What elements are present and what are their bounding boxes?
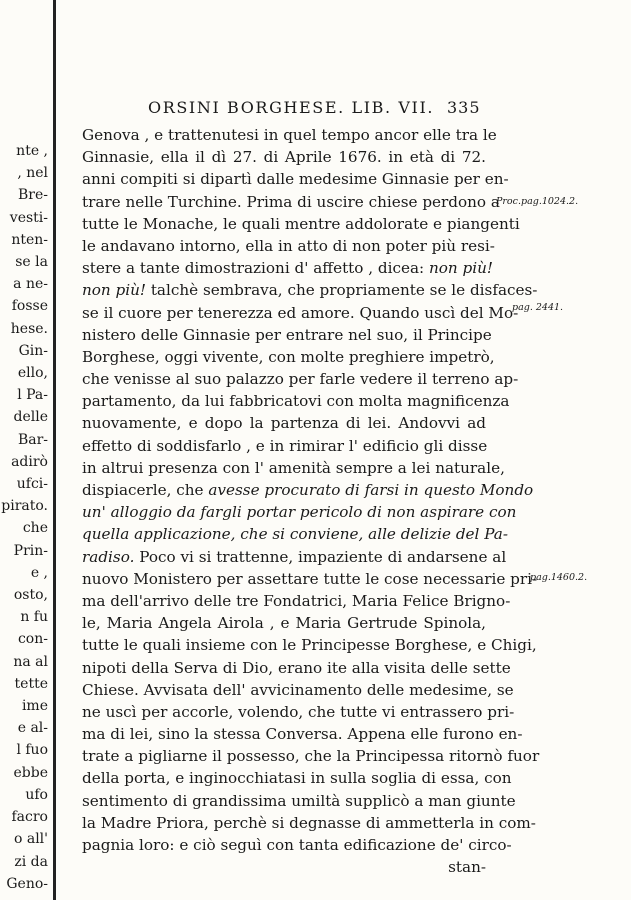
text-segment: la Madre Priora, perchè si degnasse di ammetterla in com- bbox=[82, 813, 536, 832]
fragment-line: ello, bbox=[17, 365, 48, 382]
text-line bbox=[82, 501, 517, 523]
fragment-line: ebbe bbox=[13, 764, 48, 781]
fragment-line: nte , bbox=[16, 143, 48, 159]
fragment-line: l Pa- bbox=[17, 387, 48, 404]
text-segment: ma dell'arrivo delle tre Fondatrici, Maria Felice Brigno- bbox=[82, 591, 511, 610]
text-line bbox=[82, 435, 486, 457]
text-segment: nuovo Monistero per assettare tutte le cose necessarie pri- bbox=[82, 569, 538, 588]
text-segment: ma di lei, sino la stessa Conversa. Appena elle furono en- bbox=[82, 725, 523, 744]
text-line bbox=[82, 634, 537, 656]
fragment-line: delle bbox=[13, 409, 48, 426]
text-line bbox=[82, 479, 534, 501]
fragment-line: e , bbox=[30, 564, 48, 581]
italic-segment: radiso. bbox=[82, 547, 135, 566]
text-segment: dispiacerle, che bbox=[82, 481, 209, 499]
fragment-line: con- bbox=[17, 631, 48, 648]
text-segment: stere a tante dimostrazioni d' affetto , dicea: bbox=[82, 259, 429, 278]
fragment-line: , nel bbox=[17, 165, 48, 182]
margin-note: pag.1460.2. bbox=[530, 572, 588, 583]
fragment-line: osto, bbox=[13, 587, 48, 604]
text-segment: tutte le quali insieme con le Principesse Borghese, e Chigi, bbox=[82, 636, 537, 655]
text-line bbox=[82, 767, 512, 789]
text-line bbox=[82, 279, 538, 301]
text-segment: trate a pigliarne il possesso, che la Principessa ritornò fuor bbox=[82, 747, 540, 766]
text-line bbox=[82, 457, 505, 479]
text-segment: Borghese, oggi vivente, con molte preghiere impetrò, bbox=[82, 347, 495, 366]
italic-segment: avesse procurato di farsi in questo Mondo bbox=[208, 481, 534, 499]
text-line bbox=[82, 679, 514, 701]
text-segment: le andavano intorno, ella in atto di non poter più resi- bbox=[82, 236, 495, 255]
fragment-line: l fuo bbox=[16, 742, 48, 759]
text-segment: sentimento di grandissima umiltà supplicò a man giunte bbox=[82, 791, 516, 810]
text-segment: nuovamente, e dopo la partenza di lei. Andovvi ad bbox=[82, 414, 486, 433]
fragment-line: vesti- bbox=[9, 209, 48, 226]
fragment-line: hese. bbox=[10, 320, 48, 337]
fragment-line: zi da bbox=[14, 853, 48, 870]
text-line bbox=[82, 124, 497, 146]
fragment-line: Prin- bbox=[13, 542, 48, 559]
text-line bbox=[82, 257, 493, 279]
text-segment: pagnia loro: e ciò seguì con tanta edificazione de' circo- bbox=[82, 836, 512, 854]
text-segment: se il cuore per tenerezza ed amore. Quando uscì del Mo- bbox=[82, 303, 519, 322]
text-segment: Genova , e trattenutesi in quel tempo ancor elle tra le bbox=[82, 126, 497, 144]
text-line bbox=[82, 368, 519, 390]
fragment-line: fosse bbox=[11, 298, 48, 315]
text-line bbox=[82, 834, 512, 856]
fragment-line: o all' bbox=[13, 831, 48, 848]
italic-segment: non più! bbox=[428, 259, 493, 278]
text-line bbox=[82, 213, 520, 235]
text-line bbox=[82, 302, 519, 324]
fragment-line: adirò bbox=[11, 453, 48, 470]
fragment-line: se la bbox=[15, 254, 48, 271]
text-line bbox=[82, 568, 538, 590]
text-segment: stan- bbox=[448, 858, 486, 877]
fragment-line: ime bbox=[21, 698, 48, 715]
italic-segment: quella applicazione, che si conviene, alle delizie del Pa- bbox=[82, 525, 508, 544]
text-line bbox=[82, 790, 516, 812]
fragment-line: pirato. bbox=[1, 498, 48, 515]
binding-gutter-line bbox=[53, 0, 56, 900]
text-segment: in altrui presenza con l' amenità sempre a lei naturale, bbox=[82, 458, 505, 477]
text-line bbox=[82, 612, 486, 634]
fragment-line: n fu bbox=[20, 609, 48, 626]
text-segment: partamento, da lui fabbricatovi con molta magnificenza bbox=[82, 392, 510, 411]
text-segment: tutte le Monache, le quali mentre addolorate e piangenti bbox=[82, 214, 520, 233]
fragment-line: Bre- bbox=[18, 187, 48, 204]
text-line bbox=[82, 523, 508, 545]
text-line bbox=[82, 146, 486, 168]
fragment-line: Bar- bbox=[17, 431, 48, 448]
fragment-line: ufci- bbox=[16, 476, 48, 493]
text-line bbox=[82, 324, 492, 346]
text-segment: nistero delle Ginnasie per entrare nel suo, il Principe bbox=[82, 325, 492, 344]
fragment-line: facro bbox=[11, 809, 48, 826]
fragment-line: a ne- bbox=[13, 276, 48, 293]
text-segment: Chiese. Avvisata dell' avvicinamento delle medesime, se bbox=[82, 680, 514, 699]
text-line bbox=[82, 812, 536, 834]
adjacent-page-fragment bbox=[0, 140, 50, 895]
text-line bbox=[82, 723, 523, 745]
text-segment: Ginnasie, ella il dì 27. di Aprile 1676. in età di 72. bbox=[82, 148, 486, 167]
text-line bbox=[82, 590, 511, 612]
running-title: ORSINI BORGHESE. LIB. VII. bbox=[148, 98, 435, 117]
text-line bbox=[82, 412, 486, 434]
page-number: 335 bbox=[447, 98, 481, 117]
text-line bbox=[82, 390, 510, 412]
text-segment: effetto di soddisfarlo , e in rimirar l' edificio gli disse bbox=[82, 436, 488, 455]
text-segment: ne uscì per accorle, volendo, che tutte vi entrassero pri- bbox=[82, 702, 515, 721]
text-segment: le, Maria Angela Airola , e Maria Gertrude Spinola, bbox=[82, 614, 486, 633]
text-line bbox=[82, 657, 511, 679]
text-line bbox=[82, 745, 540, 767]
text-segment: che venisse al suo palazzo per farle vedere il terreno ap- bbox=[82, 370, 519, 389]
text-line bbox=[82, 191, 500, 213]
fragment-line: Gin- bbox=[18, 342, 48, 359]
text-segment: nipoti della Serva di Dio, erano ite alla visita delle sette bbox=[82, 658, 511, 677]
text-segment: talchè sembrava, che propriamente se le disfaces- bbox=[146, 281, 538, 300]
margin-note: pag. 2441. bbox=[512, 302, 564, 313]
italic-segment: non più! bbox=[82, 281, 146, 300]
text-line bbox=[82, 235, 495, 257]
fragment-line: na al bbox=[13, 653, 48, 670]
fragment-line: nten- bbox=[11, 231, 48, 248]
text-line bbox=[82, 346, 495, 368]
text-line bbox=[82, 701, 515, 723]
italic-segment: un' alloggio da fargli portar pericolo di non aspirare con bbox=[82, 503, 517, 522]
text-segment: Poco vi si trattenne, impaziente di andarsene al bbox=[134, 547, 507, 566]
text-line bbox=[82, 546, 507, 568]
fragment-line: che bbox=[22, 520, 48, 537]
text-line bbox=[82, 168, 509, 190]
text-segment: anni compiti si dipartì dalle medesime Ginnasie per en- bbox=[82, 170, 509, 189]
fragment-line: tette bbox=[14, 675, 48, 692]
fragment-line: e al- bbox=[17, 720, 48, 737]
text-segment: della porta, e inginocchiatasi in sulla soglia di essa, con bbox=[82, 769, 512, 788]
margin-note: Proc.pag.1024.2. bbox=[496, 196, 579, 207]
fragment-line: ufo bbox=[25, 786, 48, 803]
text-line bbox=[82, 856, 486, 878]
fragment-line: Geno- bbox=[6, 875, 48, 892]
text-segment: trare nelle Turchine. Prima di uscire chiese perdono a bbox=[82, 192, 500, 211]
